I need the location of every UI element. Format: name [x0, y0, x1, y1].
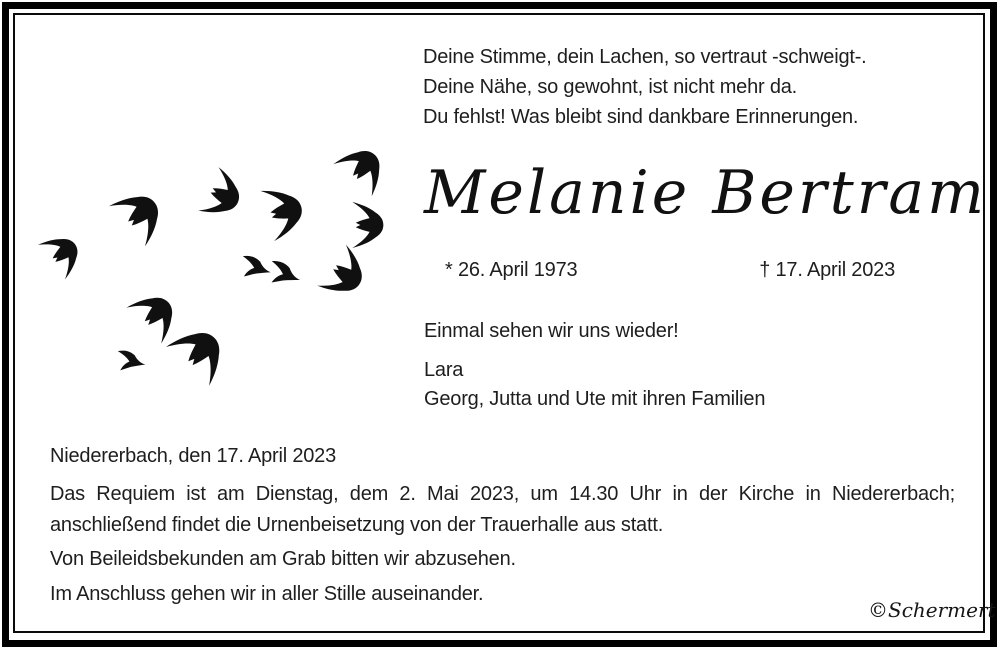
swallow-icon — [317, 245, 373, 305]
swallow-icon — [352, 202, 383, 248]
death-date: † 17. April 2023 — [759, 259, 895, 281]
artist-signature: ©Schermert — [868, 598, 996, 622]
closing-note: Im Anschluss gehen wir in aller Stille auseinander. — [50, 583, 484, 605]
mourner-line: Georg, Jutta und Ute mit ihren Familien — [424, 388, 766, 410]
swallow-icon — [333, 138, 393, 196]
life-dates — [445, 259, 895, 282]
birth-date: * 26. April 1973 — [445, 259, 578, 281]
verse-line: Deine Nähe, so gewohnt, ist nicht mehr da. — [423, 76, 798, 98]
condolence-note: Von Beileidsbekunden am Grab bitten wir abzusehen. — [50, 548, 516, 570]
memorial-verse — [423, 42, 867, 132]
flying-swallows-illustration — [30, 130, 410, 400]
deceased-name: Melanie Bertram — [424, 158, 988, 228]
swallow-icon — [38, 227, 88, 280]
swallow-icon — [198, 167, 248, 224]
swallow-icon — [240, 255, 273, 280]
mourner-line: Lara — [424, 359, 464, 381]
swallow-icon — [109, 182, 172, 247]
swallow-icon — [126, 284, 185, 343]
swallow-icon — [261, 182, 308, 241]
place-and-date: Niedererbach, den 17. April 2023 — [50, 445, 337, 467]
requiem-announcement: Das Requiem ist am Dienstag, dem 2. Mai 2023, um 14.30 Uhr in der Kirche in Niedererbach; anschließend findet die Urnenbeisetzung von der Trauerhalle aus statt. — [50, 483, 955, 536]
farewell-line: Einmal sehen wir uns wieder! — [424, 320, 679, 342]
verse-line: Deine Stimme, dein Lachen, so vertraut -schweigt-. — [423, 46, 867, 68]
swallow-icon — [166, 318, 235, 386]
verse-line: Du fehlst! Was bleibt sind dankbare Erinnerungen. — [423, 106, 859, 128]
swallow-icon — [267, 260, 302, 288]
swallow-icon — [117, 350, 147, 372]
mourners-list — [424, 356, 765, 414]
